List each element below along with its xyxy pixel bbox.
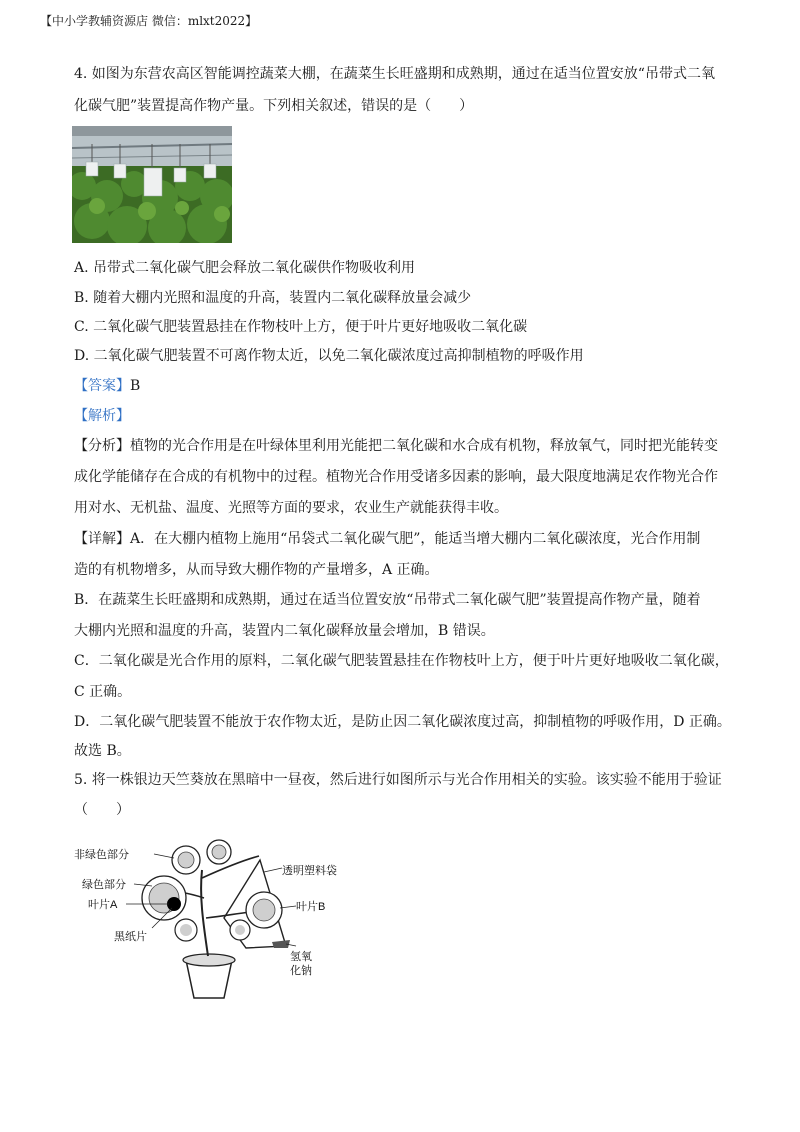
greenhouse-photo: [72, 126, 232, 243]
fenxi-line3: 用对水、无机盐、温度、光照等方面的要求，农业生产就能获得丰收。: [74, 500, 508, 516]
label-naoh-2: 化钠: [290, 965, 312, 977]
q5-stem-line1: 5. 将一株银边天竺葵放在黑暗中一昼夜，然后进行如图所示与光合作用相关的实验。该实验不能用于验证: [74, 772, 722, 788]
page-header: 【中小学教辅资源店 微信：mlxt2022】: [40, 14, 258, 28]
answer-tag: 【答案】: [74, 378, 130, 394]
detail-line3: B．在蔬菜生长旺盛期和成熟期，通过在适当位置安放“吊带式二氧化碳气肥”装置提高作物产量，随着: [74, 592, 701, 608]
geranium-experiment-diagram: [74, 838, 354, 1008]
detail-line6: C 正确。: [74, 684, 132, 700]
fenxi-line2: 成化学能储存在合成的有机物中的过程。植物光合作用受诸多因素的影响，最大限度地满足农作物光合作: [74, 469, 718, 485]
detail-line7: D．二氧化碳气肥装置不能放于农作物太近，是防止因二氧化碳浓度过高，抑制植物的呼吸作用，D 正确。: [74, 714, 731, 730]
detail-line8: 故选 B。: [74, 743, 131, 759]
label-leaf-b: 叶片B: [296, 901, 326, 913]
q4-option-c: C. 二氧化碳气肥装置悬挂在作物枝叶上方，便于叶片更好地吸收二氧化碳: [74, 319, 528, 335]
detail-line4: 大棚内光照和温度的升高，装置内二氧化碳释放量会增加，B 错误。: [74, 623, 495, 639]
q4-stem-line2: 化碳气肥”装置提高作物产量。下列相关叙述，错误的是（ ）: [74, 98, 474, 114]
fenxi-text1: 植物的光合作用是在叶绿体里利用光能把二氧化碳和水合成有机物，释放氧气，同时把光能转变: [130, 438, 718, 454]
answer-value: B: [130, 378, 141, 394]
label-nongreen: 非绿色部分: [74, 849, 129, 861]
detail-text1: A．在大棚内植物上施用“吊袋式二氧化碳气肥”，能适当增大棚内二氧化碳浓度，光合作用制: [130, 531, 701, 547]
analysis-tag: 【解析】: [74, 408, 130, 424]
fenxi-line1: [74, 436, 718, 456]
xiangjie-tag: 【详解】: [74, 531, 130, 547]
detail-line1: [74, 529, 700, 549]
detail-line5: C．二氧化碳是光合作用的原料，二氧化碳气肥装置悬挂在作物枝叶上方，便于叶片更好地吸收二氧化碳，: [74, 653, 729, 669]
q4-option-d: D. 二氧化碳气肥装置不可离作物太近，以免二氧化碳浓度过高抑制植物的呼吸作用: [74, 348, 584, 364]
q4-option-a: A. 吊带式二氧化碳气肥会释放二氧化碳供作物吸收利用: [74, 260, 416, 276]
label-plastic-bag: 透明塑料袋: [282, 865, 337, 877]
q4-answer: [74, 376, 140, 396]
label-green: 绿色部分: [82, 879, 126, 891]
q5-stem-line2: （ ）: [74, 802, 130, 818]
label-naoh-1: 氢氧: [290, 951, 312, 963]
q4-stem-line1: 4. 如图为东营农高区智能调控蔬菜大棚，在蔬菜生长旺盛期和成熟期，通过在适当位置安放“吊带式二氧: [74, 66, 715, 82]
fenxi-tag: 【分析】: [74, 438, 130, 454]
detail-line2: 造的有机物增多，从而导致大棚作物的产量增多，A 正确。: [74, 562, 439, 578]
label-leaf-a: 叶片A: [88, 899, 118, 911]
label-black-paper: 黑纸片: [114, 931, 147, 943]
q4-option-b: B. 随着大棚内光照和温度的升高，装置内二氧化碳释放量会减少: [74, 290, 472, 306]
